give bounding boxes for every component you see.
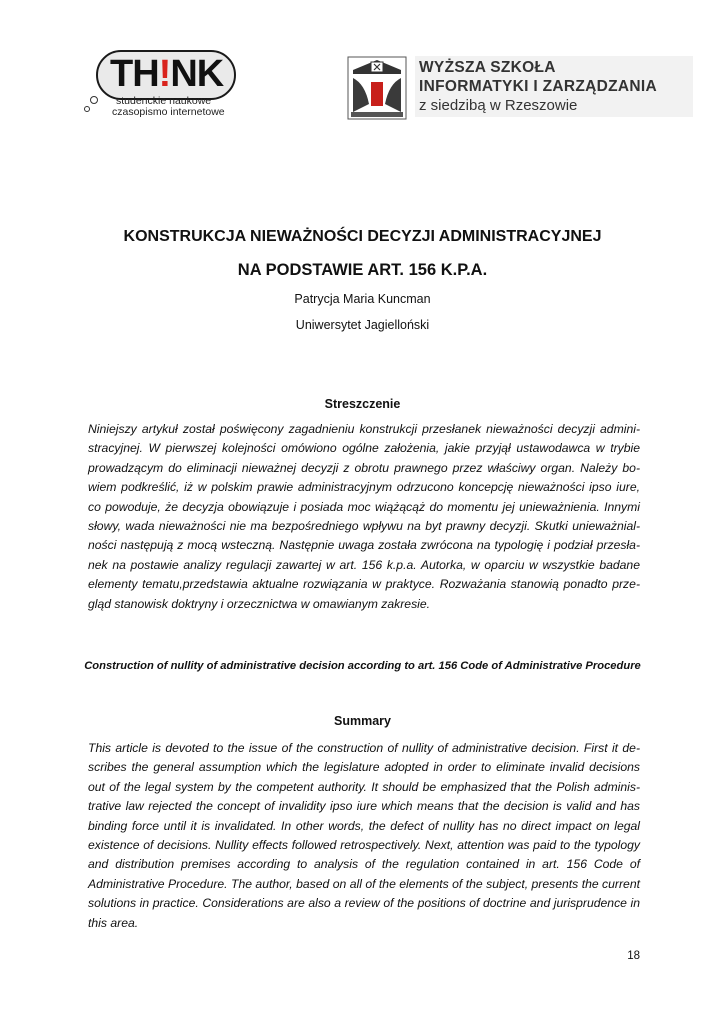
school-name-line-1: WYŻSZA SZKOŁA	[419, 59, 556, 76]
thought-bubble-icon	[90, 96, 98, 104]
school-logo	[347, 56, 679, 122]
school-emblem-icon	[347, 56, 407, 120]
article-title-line-2: NA PODSTAWIE ART. 156 K.P.A.	[237, 261, 488, 279]
abstract-text: Niniejszy artykuł został poświęcony zagadnieniu konstrukcji przesłanek nieważności decyzji administracyjnej. W pierwszej kolejności omówiono ogólne założenia, jakie przyjął ustawodawca w trybie prowadzącym do eliminacji nieważnej decyzji z obrotu prawnego przez właściwy organ. Należy bowiem podkreślić, iż w polskim prawie administracyjnym odrzucono koncepcję nieważności ipso iure, co powoduje, że decyzja obowiązuje i posiada moc wiążącąż do momentu jej unieważnienia. Innymi słowy, wada nieważności nie ma bezpośredniego wpływu na byt prawny decyzji. Skutki unieważnialności następują z mocą wsteczną. Następnie uwaga została zwrócona na typologię i podział przesłanek na postawie analizy regulacji zawartej w art. 156 k.p.a. Autorka, w oparciu w wszystkie badane elementy tematu,przedstawia aktualne rozwiązania w praktyce. Rozważania stanowią ponadto przegląd stanowisk doktryny i orzecznictwa w omawianym zakresie.	[88, 422, 640, 611]
tagline-line-1: studenckie naukowe	[116, 95, 212, 107]
summary-heading: Summary	[334, 714, 391, 728]
think-logo-wordmark: TH!NK	[110, 53, 224, 95]
tagline-line-2: czasopismo internetowe	[112, 106, 225, 118]
think-journal-logo	[88, 44, 248, 122]
page-number: 18	[627, 950, 640, 962]
thought-bubble-small-icon	[84, 106, 90, 112]
think-logo-tagline	[112, 95, 256, 118]
article-title-line-1: KONSTRUKCJA NIEWAŻNOŚCI DECYZJI ADMINISTRACYJNEJ	[123, 228, 602, 245]
author-affiliation: Uniwersytet Jagielloński	[295, 318, 430, 332]
abstract-heading: Streszczenie	[324, 397, 401, 411]
english-title: Construction of nullity of administrative decision according to art. 156 Code of Administrative Procedure	[84, 660, 641, 672]
school-name-line-3: z siedzibą w Rzeszowie	[419, 97, 578, 114]
author-name: Patrycja Maria Kuncman	[294, 292, 431, 306]
summary-text: This article is devoted to the issue of the construction of nullity of administrative decision. First it describes the general assumption which the legislature adopted in order to eliminate invalid decisions out of the legal system by the competent authority. It should be emphasized that the Polish administrative law rejected the concept of invalidity ipso iure which means that the decision is valid and has binding force until it is invalidated. In other words, the defect of nullity has no direct impact on legal existence of decisions. Nullity effects followed retrospectively. Next, attention was paid to the typology and distribution premises according to analysis of the regulation contained in art. 156 Code of Administrative Procedure. The author, based on all of the elements of the subject, presents the current solutions in practice. Considerations are also a review of the positions of doctrine and jurisprudence in this area.	[88, 741, 640, 930]
school-name-line-2: INFORMATYKI I ZARZĄDZANIA	[419, 78, 657, 95]
school-name	[415, 56, 693, 117]
